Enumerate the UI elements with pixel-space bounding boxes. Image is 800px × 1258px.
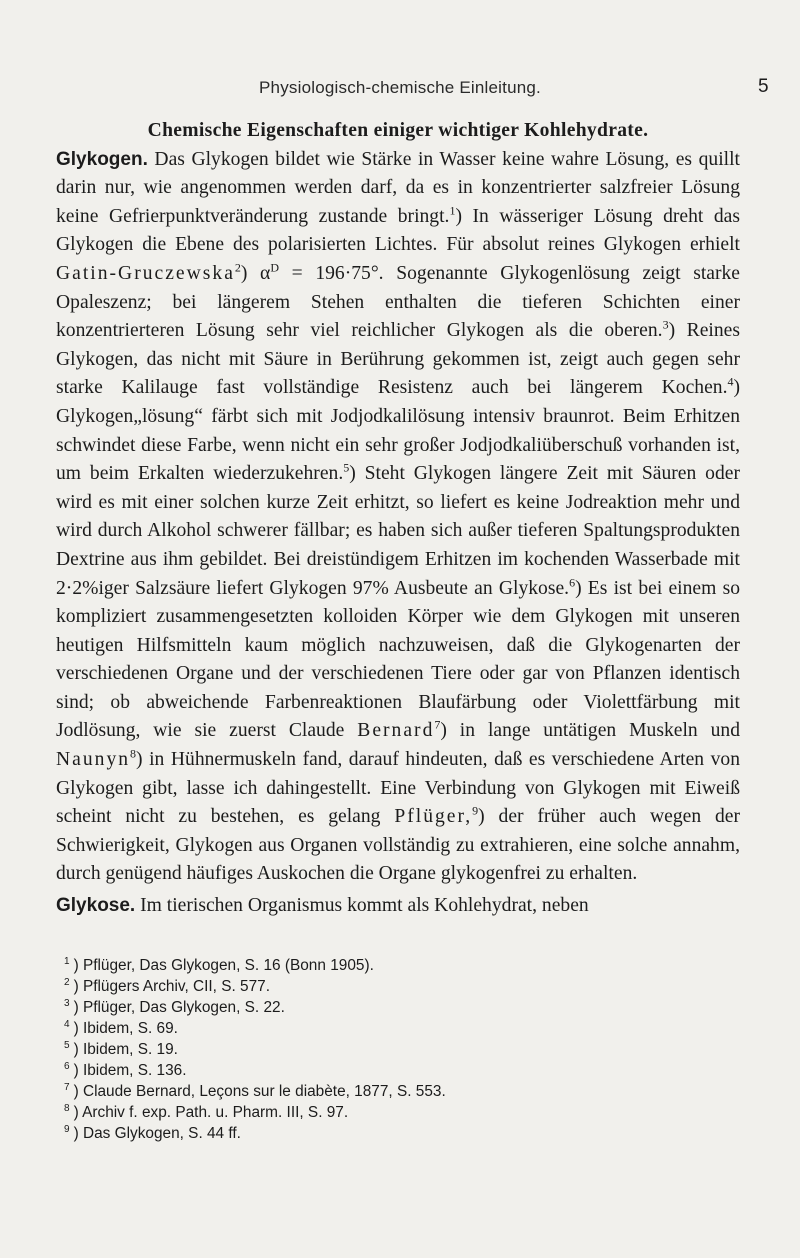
footnote-ref[interactable]: 3 bbox=[662, 317, 669, 332]
footnote-ref[interactable]: 2 bbox=[234, 260, 241, 275]
footnote-number: 3 bbox=[64, 997, 70, 1009]
footnote-text: ) Pflügers Archiv, CII, S. 577. bbox=[73, 978, 271, 995]
text-run: ) α bbox=[240, 262, 271, 284]
glykogen-paragraph bbox=[56, 146, 740, 889]
subscript-d: D bbox=[270, 260, 279, 275]
text-run: ) in lange untätigen Muskeln und bbox=[440, 720, 740, 742]
footnote bbox=[64, 997, 744, 1018]
text-run: ) Es ist bei einem so kompliziert zusammengesetzten kolloiden Körper wie dem Glykogen mit unseren heutigen Hilfsmitteln kaum möglich nachzuweisen, daß die Glykogenarten der verschiedenen Organe und der verschiedenen Tiere oder gar von Pflanzen identisch sind; ob abweichende Farbenreaktionen Blaufärbung oder Violettfärbung mit Jodlösung, wie sie zuerst Claude bbox=[56, 577, 740, 742]
glykogen-subheading: Glykogen. bbox=[56, 148, 148, 170]
footnote-number: 9 bbox=[64, 1123, 70, 1135]
text-run: ) der früher auch wegen der Schwierigkeit, Glykogen aus Organen vollständig zu extrahieren, eine solche annahm, durch genügend häufiges Auskochen die Organe glykogenfrei zu erhalten. bbox=[56, 806, 740, 885]
author-name: Pflüger, bbox=[394, 806, 473, 828]
author-name: Gatin-Gruczewska bbox=[56, 262, 235, 284]
footnote-ref[interactable]: 4 bbox=[727, 374, 734, 389]
glykose-subheading: Glykose. bbox=[56, 895, 136, 917]
footnote-text: ) Ibidem, S. 136. bbox=[73, 1062, 187, 1079]
footnote bbox=[64, 1039, 744, 1060]
footnote-ref[interactable]: 5 bbox=[343, 460, 350, 475]
footnote-number: 4 bbox=[64, 1018, 70, 1030]
main-text bbox=[56, 117, 740, 921]
section-heading: Chemische Eigenschaften einiger wichtiger Kohlehydrate. bbox=[147, 120, 649, 141]
author-name: Bernard bbox=[357, 720, 435, 742]
footnotes bbox=[64, 955, 744, 1144]
footnote-ref[interactable]: 8 bbox=[130, 746, 137, 761]
footnote-number: 5 bbox=[64, 1039, 70, 1051]
text-run: ) in Hühnermuskeln fand, darauf hindeuten, daß es verschiedene Arten von Glykogen gibt, lasse ich dahingestellt. Eine Verbindung von Glykogen mit Eiweiß scheint nicht zu bestehen, es gelang bbox=[56, 749, 740, 828]
footnote-text: ) Pflüger, Das Glykogen, S. 16 (Bonn 1905). bbox=[73, 957, 374, 974]
footnote bbox=[64, 1018, 744, 1039]
text-run: ) Glykogen„lösung“ färbt sich mit Jodjodkalilösung intensiv braunrot. Beim Erhitzen schwindet diese Farbe, wenn nicht ein sehr großer Jodjodkaliüberschuß vorhanden ist, um beim Erkalten wiederzukehren. bbox=[56, 377, 740, 485]
footnote-ref[interactable]: 1 bbox=[449, 203, 456, 218]
text-run: Das Glykogen bildet wie Stärke in Wasser keine wahre Lösung, es quillt darin nur, wie angenommen werden darf, da es in konzentrierter salzfreier Lösung keine Gefrierpunktveränderung zustande bringt. bbox=[56, 148, 740, 227]
page-number: 5 bbox=[758, 76, 769, 97]
footnote-text: ) Archiv f. exp. Path. u. Pharm. III, S. 97. bbox=[73, 1104, 349, 1121]
footnote-text: ) Ibidem, S. 19. bbox=[73, 1041, 178, 1058]
text-run: ) Reines Glykogen, das nicht mit Säure in Berührung gekommen ist, zeigt auch gegen sehr starke Kalilauge fast vollständige Resistenz auch bei längerem Kochen. bbox=[56, 320, 740, 399]
footnote-number: 6 bbox=[64, 1060, 70, 1072]
footnote-text: ) Claude Bernard, Leçons sur le diabète, 1877, S. 553. bbox=[73, 1083, 446, 1100]
footnote bbox=[64, 1060, 744, 1081]
running-head: Physiologisch-chemische Einleitung. bbox=[259, 78, 541, 97]
text-run: = 196·75°. Sogenannte Glykogenlösung zeigt starke Opaleszenz; bei längerem Stehen enthalten die tieferen Schichten einer konzentrierteren Lösung sehr viel reichlicher Glykogen als die oberen. bbox=[56, 262, 740, 342]
text-run: Im tierischen Organismus kommt als Kohlehydrat, neben bbox=[135, 895, 589, 917]
footnote bbox=[64, 1123, 744, 1144]
footnote-number: 8 bbox=[64, 1102, 70, 1114]
footnote bbox=[64, 955, 744, 976]
footnote bbox=[64, 1081, 744, 1102]
footnote-text: ) Pflüger, Das Glykogen, S. 22. bbox=[73, 999, 285, 1016]
glykose-paragraph bbox=[56, 892, 740, 921]
footnote-number: 7 bbox=[64, 1081, 70, 1093]
text-run: ) In wässeriger Lösung dreht das Glykogen die Ebene des polarisierten Lichtes. Für absolut reines Glykogen erhielt bbox=[56, 205, 740, 256]
footnote bbox=[64, 976, 744, 997]
footnote-number: 1 bbox=[64, 955, 70, 967]
footnote bbox=[64, 1102, 744, 1123]
footnote-text: ) Das Glykogen, S. 44 ff. bbox=[73, 1125, 241, 1142]
footnote-ref[interactable]: 6 bbox=[569, 574, 576, 589]
footnote-ref[interactable]: 9 bbox=[472, 803, 479, 818]
text-run: ) Steht Glykogen längere Zeit mit Säuren oder wird es mit einer solchen kurze Zeit erhitzt, so liefert es keine Jodreaktion mehr und wird durch Alkohol schwerer fällbar; es haben sich außer tieferen Spaltungsprodukten Dextrine aus ihm gebildet. Bei dreistündigem Erhitzen im kochenden Wasserbade mit 2·2%iger Salzsäure liefert Glykogen 97% Ausbeute an Glykose. bbox=[56, 463, 740, 599]
author-name: Naunyn bbox=[56, 749, 131, 771]
footnote-number: 2 bbox=[64, 976, 70, 988]
footnote-ref[interactable]: 7 bbox=[434, 717, 441, 732]
footnote-text: ) Ibidem, S. 69. bbox=[73, 1020, 178, 1037]
